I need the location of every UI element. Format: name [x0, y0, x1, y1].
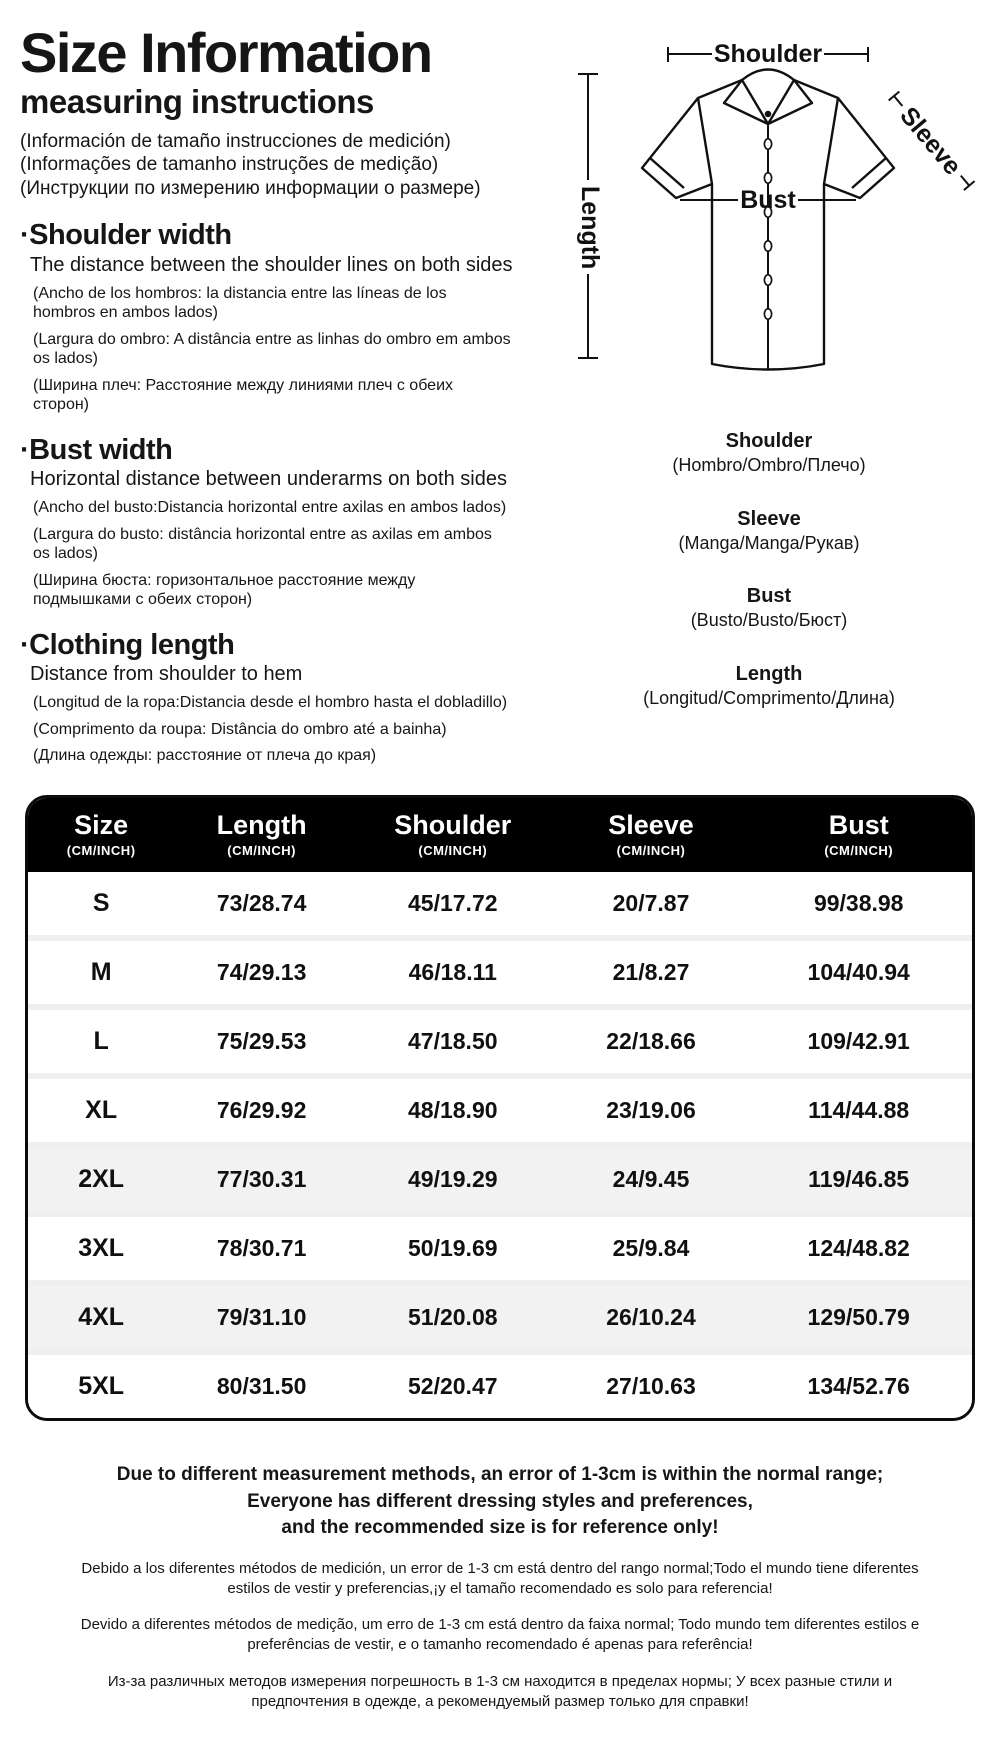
table-row-s	[28, 872, 972, 935]
bullet: ·	[20, 628, 30, 661]
length-annotation-label: Length	[576, 186, 604, 270]
diagram-legend	[548, 430, 990, 709]
cell-shoulder: 51/20.08	[349, 1280, 557, 1349]
table-row-4xl	[28, 1280, 972, 1349]
disclaimer	[50, 1462, 950, 1712]
table-row-xl	[28, 1073, 972, 1142]
table-row-l	[28, 1004, 972, 1073]
section-heading: Clothing length	[29, 628, 235, 661]
section-description: Horizontal distance between underarms on both sides	[30, 468, 507, 491]
disclaimer-es: Debido a los diferentes métodos de medición, un error de 1-3 cm está dentro del rango normal;Todo el mundo tiene diferentes estilos de vestir y preferencias,¡y el tamaño recomendado es solo para referencia!	[81, 1559, 919, 1597]
sleeve-annotation	[883, 88, 980, 196]
cell-sleeve: 24/9.45	[557, 1142, 746, 1211]
size-table-container	[25, 795, 975, 1421]
section-translation-ru: (Длина одежды: расстояние от плеча до края)	[33, 747, 377, 765]
legend-translation: (Hombro/Ombro/Плечо)	[672, 455, 866, 475]
cell-bust: 134/52.76	[745, 1349, 972, 1418]
cell-length: 73/28.74	[174, 872, 349, 935]
size-table-body	[28, 872, 972, 1418]
diagram-column	[548, 34, 990, 740]
size-table-header	[28, 798, 972, 872]
legend-translation: (Longitud/Comprimento/Длина)	[643, 687, 895, 708]
page-subtitle: measuring instructions	[20, 83, 374, 121]
section-translation-ru: (Ширина плеч: Расстояние между линиями плеч с обеих сторон)	[33, 376, 454, 414]
cell-size: 4XL	[28, 1280, 174, 1349]
cell-sleeve: 26/10.24	[557, 1280, 746, 1349]
legend-length	[548, 663, 990, 710]
cell-sleeve: 25/9.84	[557, 1211, 746, 1280]
cell-shoulder: 48/18.90	[349, 1073, 557, 1142]
section-translation-es: (Ancho de los hombros: la distancia entre las líneas de los hombros en ambos lados)	[33, 284, 447, 322]
shoulder-annotation-label: Shoulder	[713, 40, 823, 68]
cell-sleeve: 27/10.63	[557, 1349, 746, 1418]
disclaimer-pt: Devido a diferentes métodos de medição, um erro de 1-3 cm está dentro da faixa normal; Todo mundo tem diferentes estilos e preferências de vestir, e o tamanho recomendado é apenas para referência!	[80, 1616, 920, 1654]
disclaimer-en-line-3: and the recommended size is for reference only!	[281, 1517, 719, 1539]
section-translation-pt: (Comprimento da roupa: Distância do ombro até a bainha)	[33, 720, 447, 738]
legend-term: Sleeve	[737, 507, 801, 530]
cell-bust: 99/38.98	[745, 872, 972, 935]
cell-shoulder: 50/19.69	[349, 1211, 557, 1280]
bullet: ·	[20, 433, 30, 466]
title-translation-ru: (Инструкции по измерению информации о размере)	[20, 177, 481, 199]
section-shoulder-width	[20, 220, 548, 415]
legend-term: Shoulder	[725, 430, 813, 452]
cell-bust: 109/42.91	[745, 1004, 972, 1073]
section-heading: Shoulder width	[29, 219, 232, 252]
cell-bust: 129/50.79	[745, 1280, 972, 1349]
title-translation-pt: (Informações de tamanho instruções de medição)	[20, 154, 439, 176]
cell-length: 76/29.92	[174, 1073, 349, 1142]
section-description: Distance from shoulder to hem	[30, 663, 303, 686]
table-row-5xl	[28, 1349, 972, 1418]
cell-sleeve: 20/7.87	[557, 872, 746, 935]
sleeve-annotation-label: Sleeve	[894, 101, 967, 181]
cell-length: 79/31.10	[174, 1280, 349, 1349]
shirt-measurement-diagram	[548, 34, 990, 396]
cell-length: 77/30.31	[174, 1142, 349, 1211]
cell-bust: 114/44.88	[745, 1073, 972, 1142]
cell-length: 78/30.71	[174, 1211, 349, 1280]
cell-shoulder: 46/18.11	[349, 935, 557, 1004]
section-translation-ru: (Ширина бюста: горизонтальное расстояние между подмышками с обеих сторон)	[33, 571, 416, 609]
table-row-m	[28, 935, 972, 1004]
cell-sleeve: 21/8.27	[557, 935, 746, 1004]
cell-size: M	[28, 935, 174, 1004]
table-row-3xl	[28, 1211, 972, 1280]
disclaimer-en-line-2: Everyone has different dressing styles and preferences,	[247, 1490, 753, 1512]
section-heading: Bust width	[29, 433, 173, 466]
section-description: The distance between the shoulder lines on both sides	[30, 253, 513, 276]
instructions-column	[20, 21, 548, 773]
cell-bust: 104/40.94	[745, 935, 972, 1004]
bust-annotation-label: Bust	[740, 186, 796, 214]
size-table	[28, 798, 972, 1418]
column-header-shoulder: Shoulder (CM/INCH)	[349, 798, 557, 872]
cell-size: XL	[28, 1073, 174, 1142]
column-header-size: Size (CM/INCH)	[28, 798, 174, 872]
section-translation-pt: (Largura do busto: distância horizontal entre as axilas em ambos os lados)	[33, 525, 492, 563]
cell-size: S	[28, 872, 174, 935]
cell-length: 80/31.50	[174, 1349, 349, 1418]
cell-length: 74/29.13	[174, 935, 349, 1004]
cell-size: 3XL	[28, 1211, 174, 1280]
cell-bust: 124/48.82	[745, 1211, 972, 1280]
disclaimer-en-line-1: Due to different measurement methods, an error of 1-3cm is within the normal range;	[116, 1464, 884, 1485]
legend-sleeve	[548, 508, 990, 555]
section-clothing-length	[20, 630, 548, 766]
column-header-sleeve: Sleeve (CM/INCH)	[557, 798, 746, 872]
legend-translation: (Manga/Manga/Рукав)	[678, 532, 860, 553]
table-row-2xl	[28, 1142, 972, 1211]
legend-term: Length	[735, 662, 803, 685]
title-translation-es: (Información de tamaño instrucciones de medición)	[20, 130, 451, 152]
cell-size: L	[28, 1004, 174, 1073]
legend-term: Bust	[746, 585, 792, 608]
cell-length: 75/29.53	[174, 1004, 349, 1073]
cell-sleeve: 22/18.66	[557, 1004, 746, 1073]
bullet: ·	[20, 219, 30, 252]
section-translation-es: (Longitud de la ropa:Distancia desde el hombro hasta el dobladillo)	[33, 694, 508, 712]
cell-bust: 119/46.85	[745, 1142, 972, 1211]
section-bust-width	[20, 435, 548, 610]
column-header-bust: Bust (CM/INCH)	[745, 798, 972, 872]
legend-translation: (Busto/Busto/Бюст)	[690, 610, 848, 631]
section-translation-pt: (Largura do ombro: A distância entre as linhas do ombro em ambos os lados)	[33, 330, 511, 368]
legend-bust	[548, 585, 990, 632]
page-title: Size Information	[20, 21, 432, 84]
column-header-length: Length (CM/INCH)	[174, 798, 349, 872]
cell-sleeve: 23/19.06	[557, 1073, 746, 1142]
section-translation-es: (Ancho del busto:Distancia horizontal entre axilas en ambos lados)	[33, 499, 507, 517]
disclaimer-ru: Из-за различных методов измерения погрешность в 1-3 см находится в пределах нормы; У всех разные стили и предпочтения в одежде, а рекомендуемый размер только для справки!	[107, 1672, 893, 1710]
cell-shoulder: 52/20.47	[349, 1349, 557, 1418]
cell-shoulder: 45/17.72	[349, 872, 557, 935]
cell-size: 5XL	[28, 1349, 174, 1418]
cell-shoulder: 47/18.50	[349, 1004, 557, 1073]
legend-shoulder	[548, 430, 990, 477]
cell-size: 2XL	[28, 1142, 174, 1211]
cell-shoulder: 49/19.29	[349, 1142, 557, 1211]
